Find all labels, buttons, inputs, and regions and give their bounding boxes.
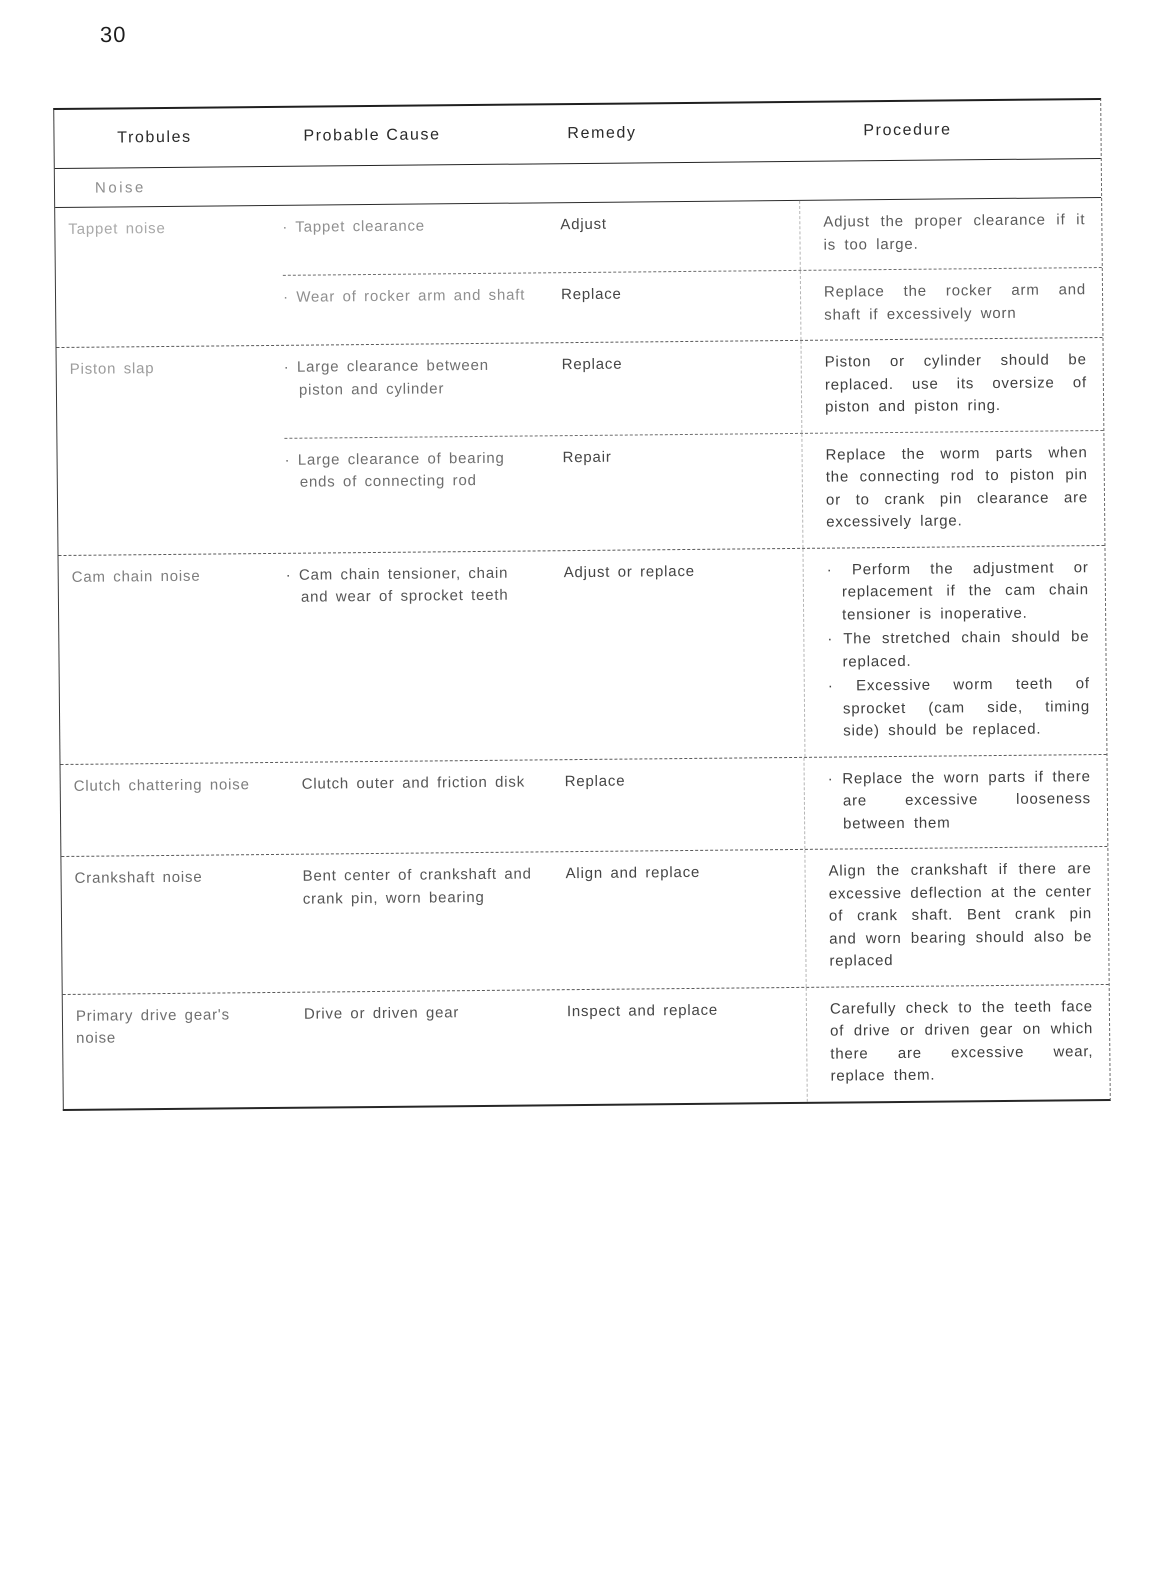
troubleshooting-table: [53, 98, 1111, 1111]
remedy-cell: Adjust or replace: [563, 562, 695, 581]
procedure-cell: [799, 198, 1102, 270]
procedure-cell: [803, 754, 1107, 848]
remedy-cell: Inspect and replace: [566, 1001, 719, 1020]
table-row: [288, 847, 1108, 991]
subrows: [290, 984, 1110, 1106]
cause-cell: · Large clearance of bearing ends of connecting rod: [284, 449, 505, 491]
cause-cell: · Large clearance between piston and cylinder: [283, 356, 489, 399]
subrows: [282, 198, 1102, 345]
procedure-line: Replace the rocker arm and shaft if excessively worn: [823, 281, 1087, 324]
table-header-row: [54, 100, 1101, 169]
cause-cell: Bent center of crankshaft and crank pin, worn bearing: [302, 865, 532, 908]
trouble-label: Crankshaft noise: [74, 868, 203, 887]
section-label: Noise: [94, 178, 146, 197]
procedure-cell: [806, 984, 1110, 1101]
page-number: 30: [99, 21, 127, 48]
procedure-cell: [800, 268, 1103, 340]
cause-cell: · Wear of rocker arm and shaft: [282, 286, 526, 306]
subrows: [288, 754, 1108, 853]
procedure-cell: [804, 847, 1108, 986]
procedure-line: Adjust the proper clearance if it is too large.: [823, 211, 1086, 254]
cause-cell: · Cam chain tensioner, chain and wear of sprocket teeth: [285, 564, 509, 606]
remedy-cell: Replace: [561, 355, 623, 374]
trouble-label: Piston slap: [69, 360, 155, 378]
scanned-table-region: [53, 98, 1111, 1111]
table-row: [290, 984, 1110, 1106]
header-probable-cause: Probable Cause: [303, 126, 441, 145]
table-row: [284, 338, 1104, 437]
table-group: [61, 846, 1108, 994]
procedure-line: · Replace the worn parts if there are excessive looseness between them: [827, 767, 1091, 833]
header-procedure: Procedure: [863, 121, 952, 140]
table-group: [58, 544, 1106, 763]
procedure-line: Replace the worm parts when the connecting rod to piston pin or to crank pin clearance are excessively large.: [825, 443, 1089, 531]
cause-cell: Clutch outer and friction disk: [301, 773, 526, 793]
trouble-label: Clutch chattering noise: [73, 775, 250, 795]
table-row: [282, 198, 1102, 275]
procedure-cell: [802, 545, 1106, 756]
table-group: [63, 983, 1110, 1108]
subrows: [285, 545, 1106, 761]
trouble-label: Tappet noise: [68, 219, 166, 238]
trouble-label: Primary drive gear's noise: [75, 1005, 230, 1047]
remedy-cell: Align and replace: [565, 863, 701, 883]
table-row: [284, 429, 1104, 552]
remedy-cell: Adjust: [560, 215, 607, 234]
remedy-cell: Repair: [562, 448, 612, 466]
procedure-line: Carefully check to the teeth face of drive or driven gear on which there are excessive wear, replace them.: [829, 997, 1094, 1085]
cause-cell: · Tappet clearance: [282, 217, 425, 236]
procedure-line: · Excessive worm teeth of sprocket (cam side, timing side) should be replaced.: [827, 675, 1091, 740]
cause-cell: Drive or driven gear: [303, 1003, 460, 1023]
procedure-cell: [800, 338, 1103, 432]
table-group: [55, 198, 1102, 347]
procedure-cell: [801, 430, 1104, 547]
procedure-line: Align the crankshaft if there are excessive deflection at the center of crank shaft. Bent crank pin and worn bearing should also be replaced: [828, 860, 1093, 970]
subrows: [284, 338, 1105, 552]
table-group: [57, 337, 1105, 555]
procedure-line: Piston or cylinder should be replaced. use its oversize of piston and piston ring.: [824, 351, 1087, 416]
procedure-line: · The stretched chain should be replaced.: [827, 628, 1090, 671]
header-remedy: Remedy: [567, 124, 637, 143]
trouble-label: Cam chain noise: [71, 567, 201, 586]
table-group: [61, 753, 1108, 856]
table-row: [285, 545, 1106, 761]
procedure-line: · Perform the adjustment or replacement if the cam chain tensioner is inoperative.: [826, 558, 1089, 624]
table-row: [283, 267, 1103, 345]
header-troubles: Trobules: [117, 128, 192, 147]
table-groups: [55, 198, 1110, 1108]
subrows: [288, 847, 1108, 991]
table-row: [288, 754, 1108, 853]
remedy-cell: Replace: [564, 772, 626, 790]
remedy-cell: Replace: [560, 285, 622, 304]
